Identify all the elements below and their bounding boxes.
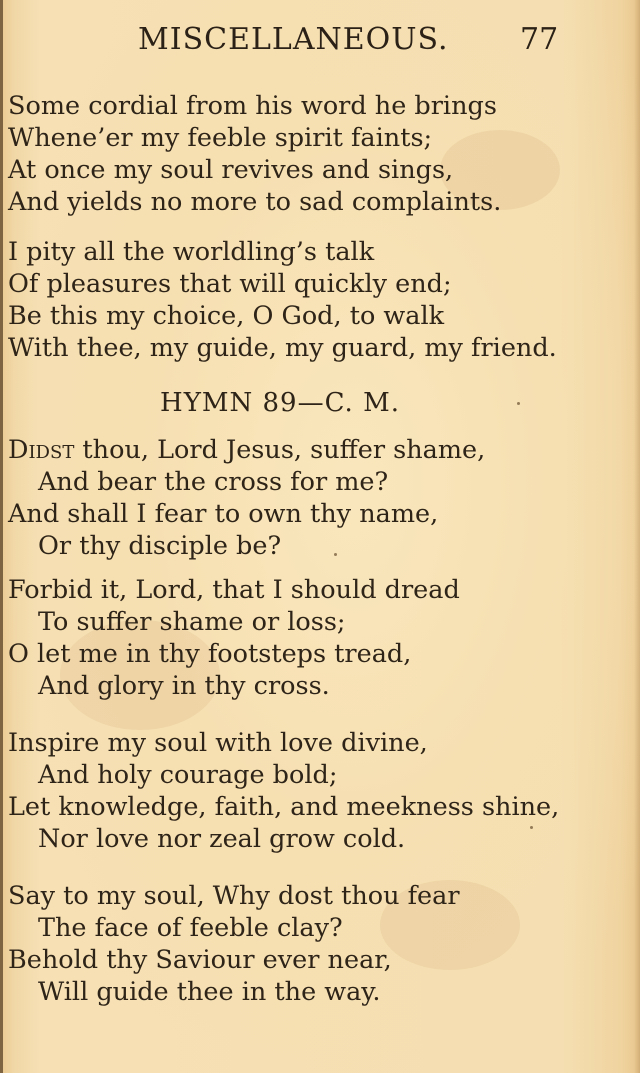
verse-line: Behold thy Saviour ever near,	[8, 945, 392, 975]
verse-line-rest: thou, Lord Jesus, suffer shame,	[74, 435, 486, 465]
verse-line: Inspire my soul with love divine,	[8, 728, 428, 758]
verse-line: And holy courage bold;	[38, 760, 338, 790]
verse-line: And bear the cross for me?	[38, 467, 389, 497]
verse-line: And yields no more to sad complaints.	[8, 187, 502, 217]
verse-line	[8, 434, 628, 466]
opening-word: Didst	[8, 435, 75, 465]
verse-line: Say to my soul, Why dost thou fear	[8, 881, 460, 911]
verse-line: And shall I fear to own thy name,	[8, 499, 439, 529]
verse-line: I pity all the worldling’s talk	[8, 237, 375, 267]
hymn-heading-text: HYMN 89—C. M.	[160, 388, 400, 418]
verse-line: Nor love nor zeal grow cold.	[38, 824, 406, 854]
verse-line: Of pleasures that will quickly end;	[8, 269, 452, 299]
page-header	[0, 22, 640, 62]
verse-line: Or thy disciple be?	[38, 531, 282, 561]
verse-line: O let me in thy footsteps tread,	[8, 639, 412, 669]
stanza	[8, 90, 628, 218]
ink-speck	[517, 402, 520, 405]
stanza	[8, 434, 628, 562]
ink-speck	[530, 826, 533, 829]
verse-line: Some cordial from his word he brings	[8, 91, 497, 121]
running-title: MISCELLANEOUS.	[138, 22, 449, 57]
verse-line: Will guide thee in the way.	[38, 977, 381, 1007]
page-edge-shadow	[634, 0, 640, 1073]
ink-speck	[334, 553, 337, 556]
verse-line: With thee, my guide, my guard, my friend.	[8, 333, 557, 363]
verse-line: Forbid it, Lord, that I should dread	[8, 575, 460, 605]
stanza	[8, 236, 628, 364]
verse-line: Whene’er my feeble spirit faints;	[8, 123, 433, 153]
verse-line: Let knowledge, faith, and meekness shine,	[8, 792, 560, 822]
verse-line: To suffer shame or loss;	[38, 607, 346, 637]
page-number: 77	[520, 22, 559, 57]
verse-line: Be this my choice, O God, to walk	[8, 301, 445, 331]
verse-line: And glory in thy cross.	[38, 671, 330, 701]
stanza	[8, 880, 628, 1008]
verse-line: At once my soul revives and sings,	[8, 155, 454, 185]
hymn-heading	[0, 388, 560, 418]
binding-edge	[0, 0, 3, 1073]
stanza	[8, 727, 628, 855]
verse-line: The face of feeble clay?	[38, 913, 343, 943]
stanza	[8, 574, 628, 702]
